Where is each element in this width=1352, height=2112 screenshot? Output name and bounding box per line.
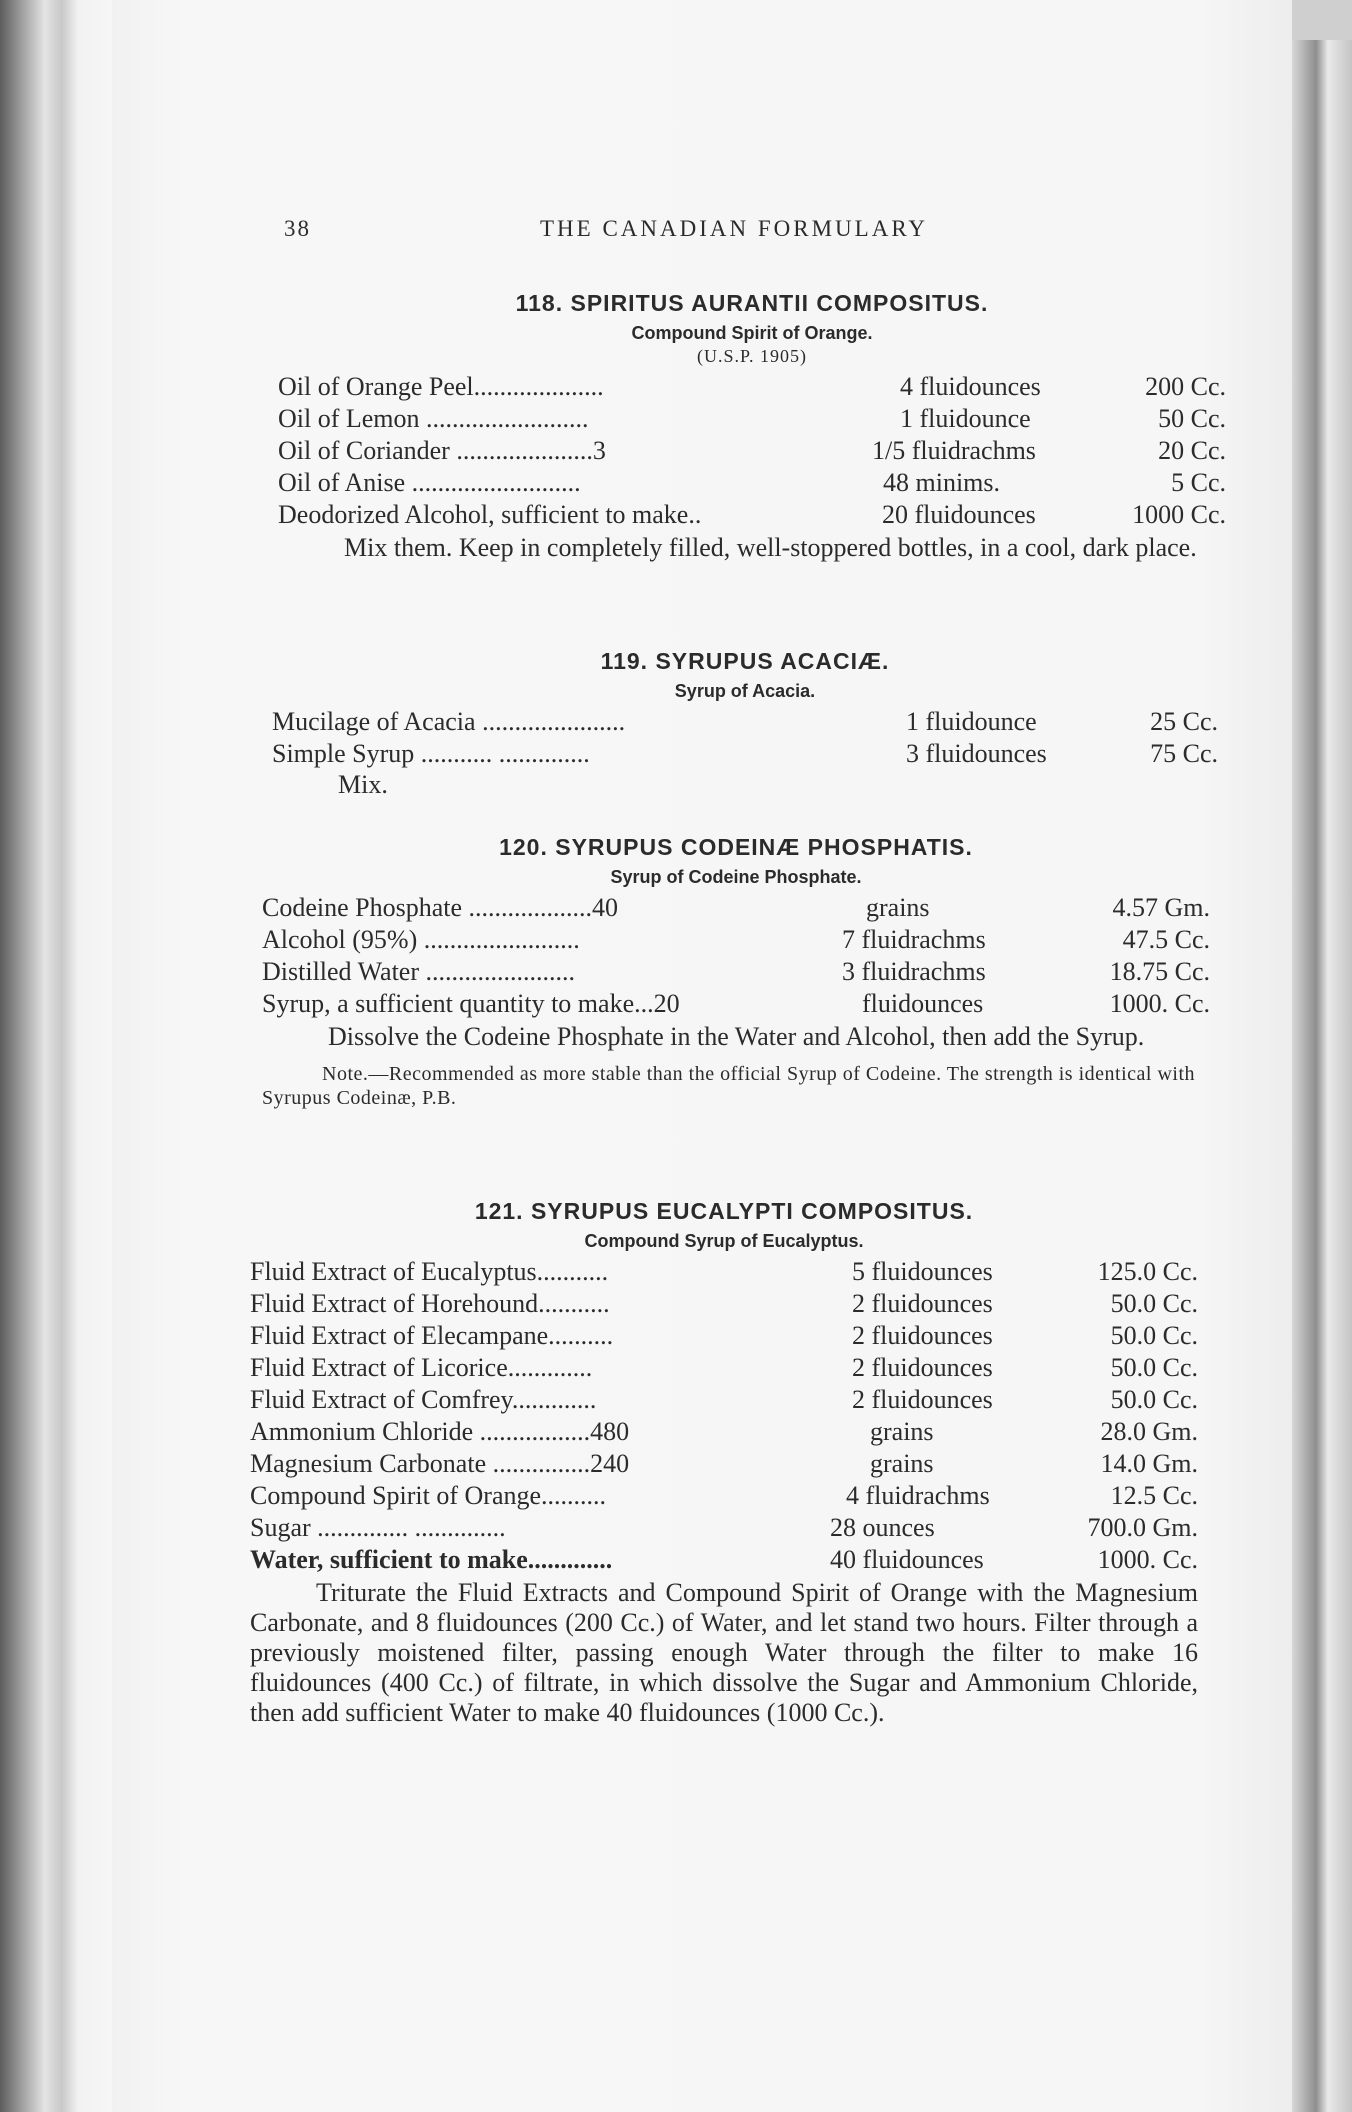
ingredient-metric: 1000. Cc. bbox=[1097, 1545, 1198, 1574]
ingredient-metric: 1000. Cc. bbox=[1109, 989, 1210, 1018]
ingredient-table bbox=[278, 371, 1226, 531]
ingredient-metric: 700.0 Gm. bbox=[1087, 1513, 1198, 1542]
section-subtitle: Syrup of Codeine Phosphate. bbox=[610, 867, 862, 887]
ingredient-metric: 4.57 Gm. bbox=[1112, 893, 1210, 922]
directions-text: Mix. bbox=[338, 770, 388, 799]
ingredient-name: Water, sufficient to make............. bbox=[250, 1545, 613, 1574]
ingredient-metric: 12.5 Cc. bbox=[1110, 1481, 1198, 1510]
running-title: THE CANADIAN FORMULARY bbox=[540, 216, 929, 241]
ingredient-name: Alcohol (95%) ........................ bbox=[262, 925, 580, 954]
section-subtitle: Compound Syrup of Eucalyptus. bbox=[584, 1231, 864, 1251]
ingredient-metric: 75 Cc. bbox=[1150, 739, 1218, 768]
ingredient-name: Simple Syrup ........... .............. bbox=[272, 739, 590, 768]
ingredient-row bbox=[250, 1256, 1198, 1288]
ingredient-row bbox=[250, 1512, 1198, 1544]
ingredient-quantity: 20 fluidounces bbox=[882, 500, 1036, 529]
directions-text: Mix them. Keep in completely filled, well-stoppered bottles, in a cool, dark place. bbox=[344, 533, 1197, 562]
section-source: (U.S.P. 1905) bbox=[696, 346, 807, 366]
ingredient-quantity: 5 fluidounces bbox=[852, 1257, 993, 1286]
ingredient-row bbox=[278, 435, 1226, 467]
ingredient-name: Sugar .............. .............. bbox=[250, 1513, 506, 1542]
section-subtitle: Compound Spirit of Orange. bbox=[631, 323, 873, 343]
ingredient-row bbox=[250, 1448, 1198, 1480]
ingredient-metric: 50.0 Cc. bbox=[1110, 1289, 1198, 1318]
ingredient-row bbox=[250, 1288, 1198, 1320]
ingredient-quantity: 3 fluidrachms bbox=[842, 957, 986, 986]
ingredient-quantity: 1 fluidounce bbox=[906, 707, 1037, 736]
ingredient-metric: 50.0 Cc. bbox=[1110, 1385, 1198, 1414]
ingredient-metric: 20 Cc. bbox=[1158, 436, 1226, 465]
directions-text: Dissolve the Codeine Phosphate in the Water and Alcohol, then add the Syrup. bbox=[328, 1022, 1145, 1051]
note-text: Note.—Recommended as more stable than the official Syrup of Codeine. The strength is identical with Syrupus Codeinæ, P.B. bbox=[262, 1063, 1196, 1109]
ingredient-name: Oil of Orange Peel.................... bbox=[278, 372, 604, 401]
ingredient-name: Fluid Extract of Eucalyptus........... bbox=[250, 1257, 609, 1286]
ingredient-quantity: grains bbox=[866, 893, 930, 922]
ingredient-row bbox=[278, 371, 1226, 403]
ingredient-table bbox=[272, 706, 1218, 770]
ingredient-metric: 18.75 Cc. bbox=[1109, 957, 1210, 986]
ingredient-quantity: 40 fluidounces bbox=[830, 1545, 984, 1574]
ingredient-row bbox=[272, 706, 1218, 738]
page-number: 38 bbox=[284, 216, 311, 241]
section-118 bbox=[278, 290, 1226, 563]
ingredient-metric: 50 Cc. bbox=[1158, 404, 1226, 433]
ingredient-quantity: 3 fluidounces bbox=[906, 739, 1047, 768]
ingredient-quantity: 1 fluidounce bbox=[900, 404, 1031, 433]
ingredient-row bbox=[250, 1480, 1198, 1512]
ingredient-name: Fluid Extract of Elecampane.......... bbox=[250, 1321, 614, 1350]
ingredient-name: Compound Spirit of Orange.......... bbox=[250, 1481, 607, 1510]
ingredient-quantity: 2 fluidounces bbox=[852, 1353, 993, 1382]
ingredient-metric: 28.0 Gm. bbox=[1100, 1417, 1198, 1446]
ingredient-metric: 14.0 Gm. bbox=[1100, 1449, 1198, 1478]
ingredient-row bbox=[278, 403, 1226, 435]
ingredient-row bbox=[250, 1544, 1198, 1576]
section-120 bbox=[262, 834, 1210, 1110]
ingredient-row bbox=[262, 892, 1210, 924]
ingredient-metric: 50.0 Cc. bbox=[1110, 1353, 1198, 1382]
ingredient-quantity: 1/5 fluidrachms bbox=[872, 436, 1036, 465]
ingredient-row bbox=[278, 467, 1226, 499]
ingredient-row bbox=[250, 1384, 1198, 1416]
ingredient-name: Syrup, a sufficient quantity to make...20 bbox=[262, 989, 680, 1018]
ingredient-quantity: 4 fluidounces bbox=[900, 372, 1041, 401]
ingredient-row bbox=[272, 738, 1218, 770]
ingredient-name: Magnesium Carbonate ...............240 bbox=[250, 1449, 630, 1478]
ingredient-quantity: 2 fluidounces bbox=[852, 1321, 993, 1350]
ingredient-quantity: grains bbox=[870, 1449, 934, 1478]
ingredient-name: Fluid Extract of Horehound........... bbox=[250, 1289, 610, 1318]
ingredient-metric: 25 Cc. bbox=[1150, 707, 1218, 736]
section-title: 118. SPIRITUS AURANTII COMPOSITUS. bbox=[515, 290, 989, 316]
ingredient-row bbox=[250, 1320, 1198, 1352]
section-subtitle: Syrup of Acacia. bbox=[674, 681, 816, 701]
ingredient-quantity: 2 fluidounces bbox=[852, 1385, 993, 1414]
ingredient-quantity: 48 minims. bbox=[883, 468, 1001, 497]
ingredient-name: Deodorized Alcohol, sufficient to make.. bbox=[278, 500, 702, 529]
ingredient-row bbox=[262, 924, 1210, 956]
ingredient-name: Ammonium Chloride .................480 bbox=[250, 1417, 630, 1446]
ingredient-table bbox=[262, 892, 1210, 1020]
ingredient-name: Fluid Extract of Licorice............. bbox=[250, 1353, 593, 1382]
ingredient-row bbox=[262, 956, 1210, 988]
section-119 bbox=[272, 648, 1218, 800]
ingredient-name: Oil of Coriander .....................3 bbox=[278, 436, 606, 465]
ingredient-row bbox=[262, 988, 1210, 1020]
ingredient-metric: 125.0 Cc. bbox=[1097, 1257, 1198, 1286]
ingredient-quantity: 4 fluidrachms bbox=[846, 1481, 990, 1510]
ingredient-metric: 200 Cc. bbox=[1145, 372, 1226, 401]
ingredient-quantity: grains bbox=[870, 1417, 934, 1446]
ingredient-metric: 5 Cc. bbox=[1171, 468, 1226, 497]
ingredient-metric: 47.5 Cc. bbox=[1122, 925, 1210, 954]
ingredient-row bbox=[278, 499, 1226, 531]
section-title: 121. SYRUPUS EUCALYPTI COMPOSITUS. bbox=[474, 1198, 974, 1224]
ingredient-metric: 1000 Cc. bbox=[1132, 500, 1226, 529]
ingredient-name: Oil of Anise .......................... bbox=[278, 468, 581, 497]
ingredient-table bbox=[250, 1256, 1198, 1576]
ingredient-quantity: 2 fluidounces bbox=[852, 1289, 993, 1318]
ingredient-metric: 50.0 Cc. bbox=[1110, 1321, 1198, 1350]
section-121 bbox=[250, 1198, 1198, 1728]
ingredient-name: Codeine Phosphate ...................40 bbox=[262, 893, 619, 922]
section-title: 120. SYRUPUS CODEINÆ PHOSPHATIS. bbox=[499, 834, 973, 860]
ingredient-quantity: fluidounces bbox=[862, 989, 984, 1018]
section-title: 119. SYRUPUS ACACIÆ. bbox=[600, 648, 890, 674]
ingredient-row bbox=[250, 1416, 1198, 1448]
directions-text: Triturate the Fluid Extracts and Compound Spirit of Orange with the Magnesium Carbonate, and 8 fluidounces (200 Cc.) of Water, and let stand two hours. Filter through a previously moistened filter, passing enough Water through the filter to make 16 fluidounces (400 Cc.) of filtrate, in which dissolve the Sugar and Ammonium Chloride, then add sufficient Water to make 40 fluidounces (1000 Cc.). bbox=[250, 1578, 1198, 1727]
ingredient-name: Oil of Lemon ......................... bbox=[278, 404, 589, 433]
ingredient-quantity: 7 fluidrachms bbox=[842, 925, 986, 954]
ingredient-name: Distilled Water ....................... bbox=[262, 957, 576, 986]
ingredient-name: Mucilage of Acacia ...................... bbox=[272, 707, 626, 736]
ingredient-row bbox=[250, 1352, 1198, 1384]
ingredient-quantity: 28 ounces bbox=[830, 1513, 935, 1542]
ingredient-name: Fluid Extract of Comfrey............. bbox=[250, 1385, 597, 1414]
